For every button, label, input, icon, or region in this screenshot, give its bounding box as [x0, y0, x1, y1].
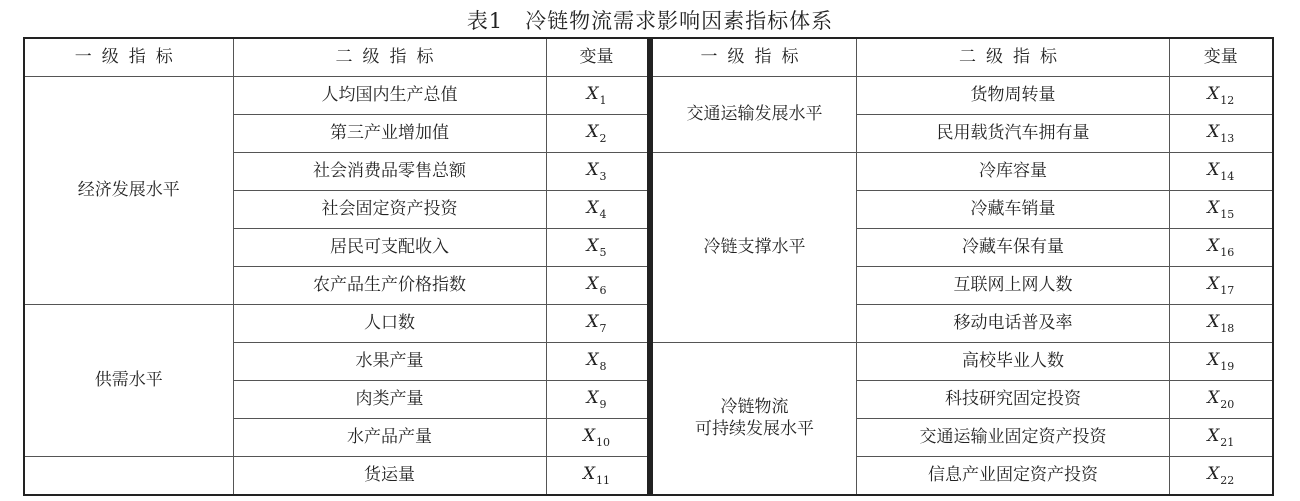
indicator-cell: 民用载货汽车拥有量 [857, 115, 1170, 153]
table-header-row [652, 38, 1273, 77]
table-row [24, 305, 648, 343]
indicator-cell: 互联网上网人数 [857, 267, 1170, 305]
indicator-cell: 冷藏车保有量 [857, 229, 1170, 267]
variable-cell: $X_6$ [546, 267, 648, 305]
indicator-cell: 人均国内生产总值 [233, 77, 546, 115]
indicator-cell: 第三产业增加值 [233, 115, 546, 153]
indicator-cell: 信息产业固定资产投资 [857, 457, 1170, 496]
indicator-cell: 冷库容量 [857, 153, 1170, 191]
level1-line-2: 可持续发展水平 [695, 418, 814, 439]
level1-cell: 交通运输发展水平 [652, 77, 857, 153]
indicator-cell: 冷藏车销量 [857, 191, 1170, 229]
level1-cell [652, 343, 857, 496]
table-title: 冷链物流需求影响因素指标体系 [525, 9, 834, 33]
variable-cell: $X_{13}$ [1170, 115, 1273, 153]
indicator-cell: 移动电话普及率 [857, 305, 1170, 343]
variable-cell: $X_{22}$ [1170, 457, 1273, 496]
indicator-cell: 货物周转量 [857, 77, 1170, 115]
indicator-cell: 居民可支配收入 [233, 229, 546, 267]
indicator-cell: 人口数 [233, 305, 546, 343]
indicator-cell: 社会固定资产投资 [233, 191, 546, 229]
header-variable: 变量 [1170, 38, 1273, 77]
variable-cell: $X_{17}$ [1170, 267, 1273, 305]
indicator-cell: 货运量 [233, 457, 546, 496]
variable-cell: $X_{16}$ [1170, 229, 1273, 267]
variable-cell: $X_{11}$ [546, 457, 648, 496]
table-row [24, 457, 648, 496]
variable-cell: $X_{14}$ [1170, 153, 1273, 191]
left-indicator-table [23, 37, 650, 496]
level1-cell: 供需水平 [24, 305, 233, 457]
variable-cell: $X_1$ [546, 77, 648, 115]
level1-line-1: 冷链物流 [720, 397, 789, 418]
variable-cell: $X_2$ [546, 115, 648, 153]
header-level2: 二级指标 [857, 38, 1170, 77]
header-level2: 二级指标 [233, 38, 546, 77]
variable-cell: $X_4$ [546, 191, 648, 229]
level1-cell: 冷链支撑水平 [652, 153, 857, 343]
indicator-cell: 水果产量 [233, 343, 546, 381]
variable-cell: $X_{18}$ [1170, 305, 1273, 343]
header-variable: 变量 [546, 38, 648, 77]
indicator-cell: 水产品产量 [233, 419, 546, 457]
header-level1: 一级指标 [24, 38, 233, 77]
variable-cell: $X_{15}$ [1170, 191, 1273, 229]
variable-cell: $X_9$ [546, 381, 648, 419]
indicator-cell: 高校毕业人数 [857, 343, 1170, 381]
variable-cell: $X_{19}$ [1170, 343, 1273, 381]
indicator-cell: 科技研究固定投资 [857, 381, 1170, 419]
variable-cell: $X_{21}$ [1170, 419, 1273, 457]
table-number: 表1 [466, 9, 504, 33]
indicator-cell: 交通运输业固定资产投资 [857, 419, 1170, 457]
level1-cell: 经济发展水平 [24, 77, 233, 305]
table-caption [0, 5, 1300, 35]
table-header-row [24, 38, 648, 77]
variable-cell: $X_{20}$ [1170, 381, 1273, 419]
variable-cell: $X_3$ [546, 153, 648, 191]
variable-cell: $X_7$ [546, 305, 648, 343]
table-row [652, 153, 1273, 191]
indicator-cell: 农产品生产价格指数 [233, 267, 546, 305]
table-row [24, 77, 648, 115]
header-level1: 一级指标 [652, 38, 857, 77]
indicator-cell: 社会消费品零售总额 [233, 153, 546, 191]
variable-cell: $X_{10}$ [546, 419, 648, 457]
variable-cell: $X_5$ [546, 229, 648, 267]
right-indicator-table [650, 37, 1274, 496]
level1-cell [24, 457, 233, 496]
indicator-cell: 肉类产量 [233, 381, 546, 419]
table-row [652, 343, 1273, 381]
variable-cell: $X_8$ [546, 343, 648, 381]
variable-cell: $X_{12}$ [1170, 77, 1273, 115]
table-row [652, 77, 1273, 115]
